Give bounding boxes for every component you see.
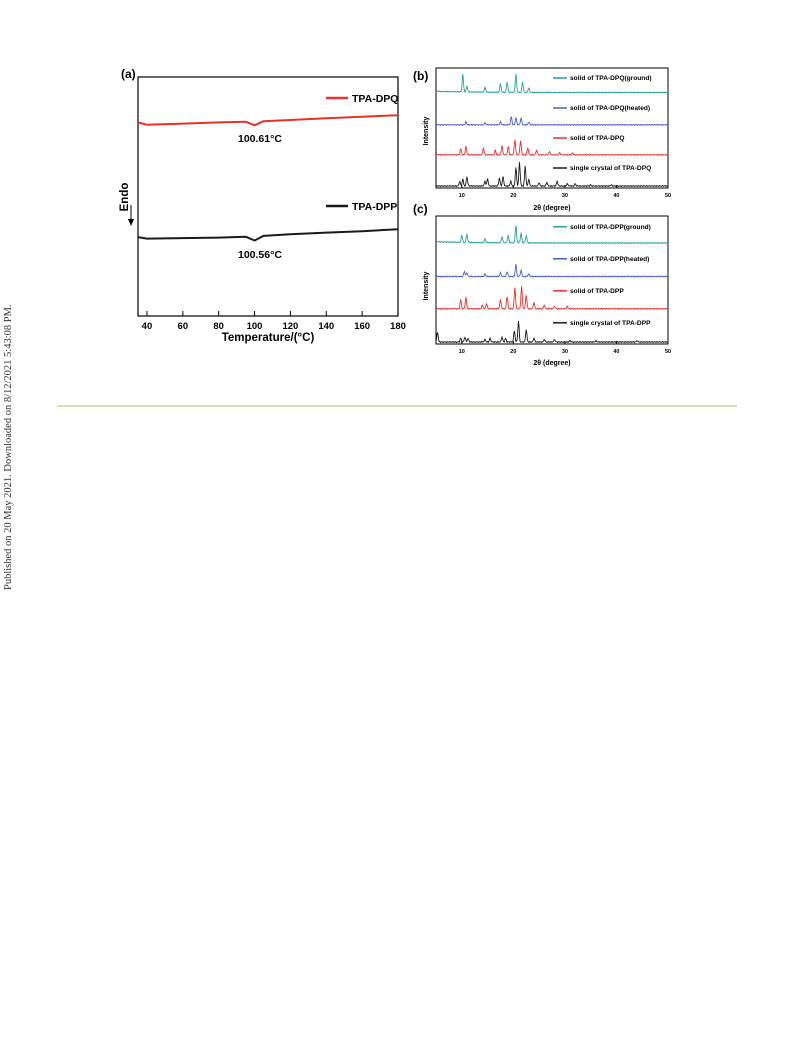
panel-c-series (436, 224, 668, 343)
panel-a-x-axis-label: Temperature/(°C) (221, 332, 315, 344)
x-tick-label: 140 (318, 321, 335, 332)
series-tpa-dpq (138, 115, 398, 125)
x-tick-label: 180 (390, 321, 406, 332)
x-tick-label: 60 (177, 321, 189, 332)
panel-c-x-ticks (459, 341, 671, 355)
series-solid-of-tpa-dpq-heated (436, 117, 668, 126)
x-tick-label: 40 (613, 193, 620, 199)
legend-label-solid-of-tpa-dpq-heated: solid of TPA-DPQ(heated) (570, 105, 651, 113)
panel-b-y-axis-label: Intensity (423, 116, 430, 146)
panel-b-label: (b) (413, 69, 429, 83)
endo-arrow-head (128, 219, 134, 226)
series-solid-of-tpa-dpp (436, 286, 668, 309)
figure (0, 0, 793, 400)
legend-label-solid-of-tpa-dpp-heated: solid of TPA-DPP(heated) (570, 256, 650, 263)
panel-b (413, 68, 671, 212)
panel-a-y-axis-label: Endo (119, 182, 131, 212)
x-tick-label: 80 (213, 321, 224, 332)
panel-a-frame (138, 77, 398, 316)
x-tick-label: 20 (510, 193, 517, 199)
x-tick-label: 50 (664, 193, 672, 199)
annotation-tpa-dpp: 100.56°C (238, 249, 282, 261)
panel-c-x-axis-label: 2θ (degree) (533, 360, 571, 367)
panel-b-x-axis-label: 2θ (degree) (533, 205, 571, 212)
panel-c-y-axis-label: Intensity (423, 271, 430, 301)
series-tpa-dpp (138, 229, 398, 240)
x-tick-label: 10 (458, 193, 465, 199)
series-solid-of-tpa-dpp-heated (436, 264, 668, 277)
legend-label-tpa-dpq: TPA-DPQ (352, 93, 399, 105)
legend-label-solid-of-tpa-dpp: solid of TPA-DPP (570, 288, 624, 295)
legend-label-solid-of-tpa-dpq: solid of TPA-DPQ (570, 135, 625, 143)
panel-b-series (436, 74, 668, 187)
panel-a-label: (a) (121, 67, 136, 81)
x-tick-label: 30 (561, 193, 568, 199)
legend-label-solid-of-tpa-dpp-ground: solid of TPA-DPP(ground) (570, 224, 651, 231)
legend-label-solid-of-tpa-dpq-ground: solid of TPA-DPQ(ground) (570, 75, 652, 83)
publication-note: Published on 20 May 2021. Downloaded on 8/12/2021 5:43:08 PM. (3, 304, 14, 590)
panel-b-x-ticks (459, 185, 671, 199)
panel-a-x-ticks (142, 311, 406, 332)
x-tick-label: 10 (458, 349, 465, 355)
legend-label-single-crystal-of-tpa-dpq: single crystal of TPA-DPQ (570, 165, 652, 173)
x-tick-label: 100 (246, 321, 263, 332)
x-tick-label: 30 (561, 349, 568, 355)
annotation-tpa-dpq: 100.61°C (238, 133, 282, 145)
x-tick-label: 20 (510, 349, 517, 355)
section-divider (57, 405, 737, 407)
panel-c (413, 202, 671, 367)
x-tick-label: 50 (664, 349, 672, 355)
x-tick-label: 120 (282, 321, 299, 332)
series-solid-of-tpa-dpq (436, 140, 668, 156)
x-tick-label: 160 (354, 321, 371, 332)
panel-a (119, 67, 406, 344)
x-tick-label: 40 (613, 349, 620, 355)
panel-c-label: (c) (413, 202, 428, 216)
x-tick-label: 40 (141, 321, 153, 332)
legend-label-tpa-dpp: TPA-DPP (352, 201, 398, 213)
legend-label-single-crystal-of-tpa-dpp: single crystal of TPA-DPP (570, 320, 651, 327)
